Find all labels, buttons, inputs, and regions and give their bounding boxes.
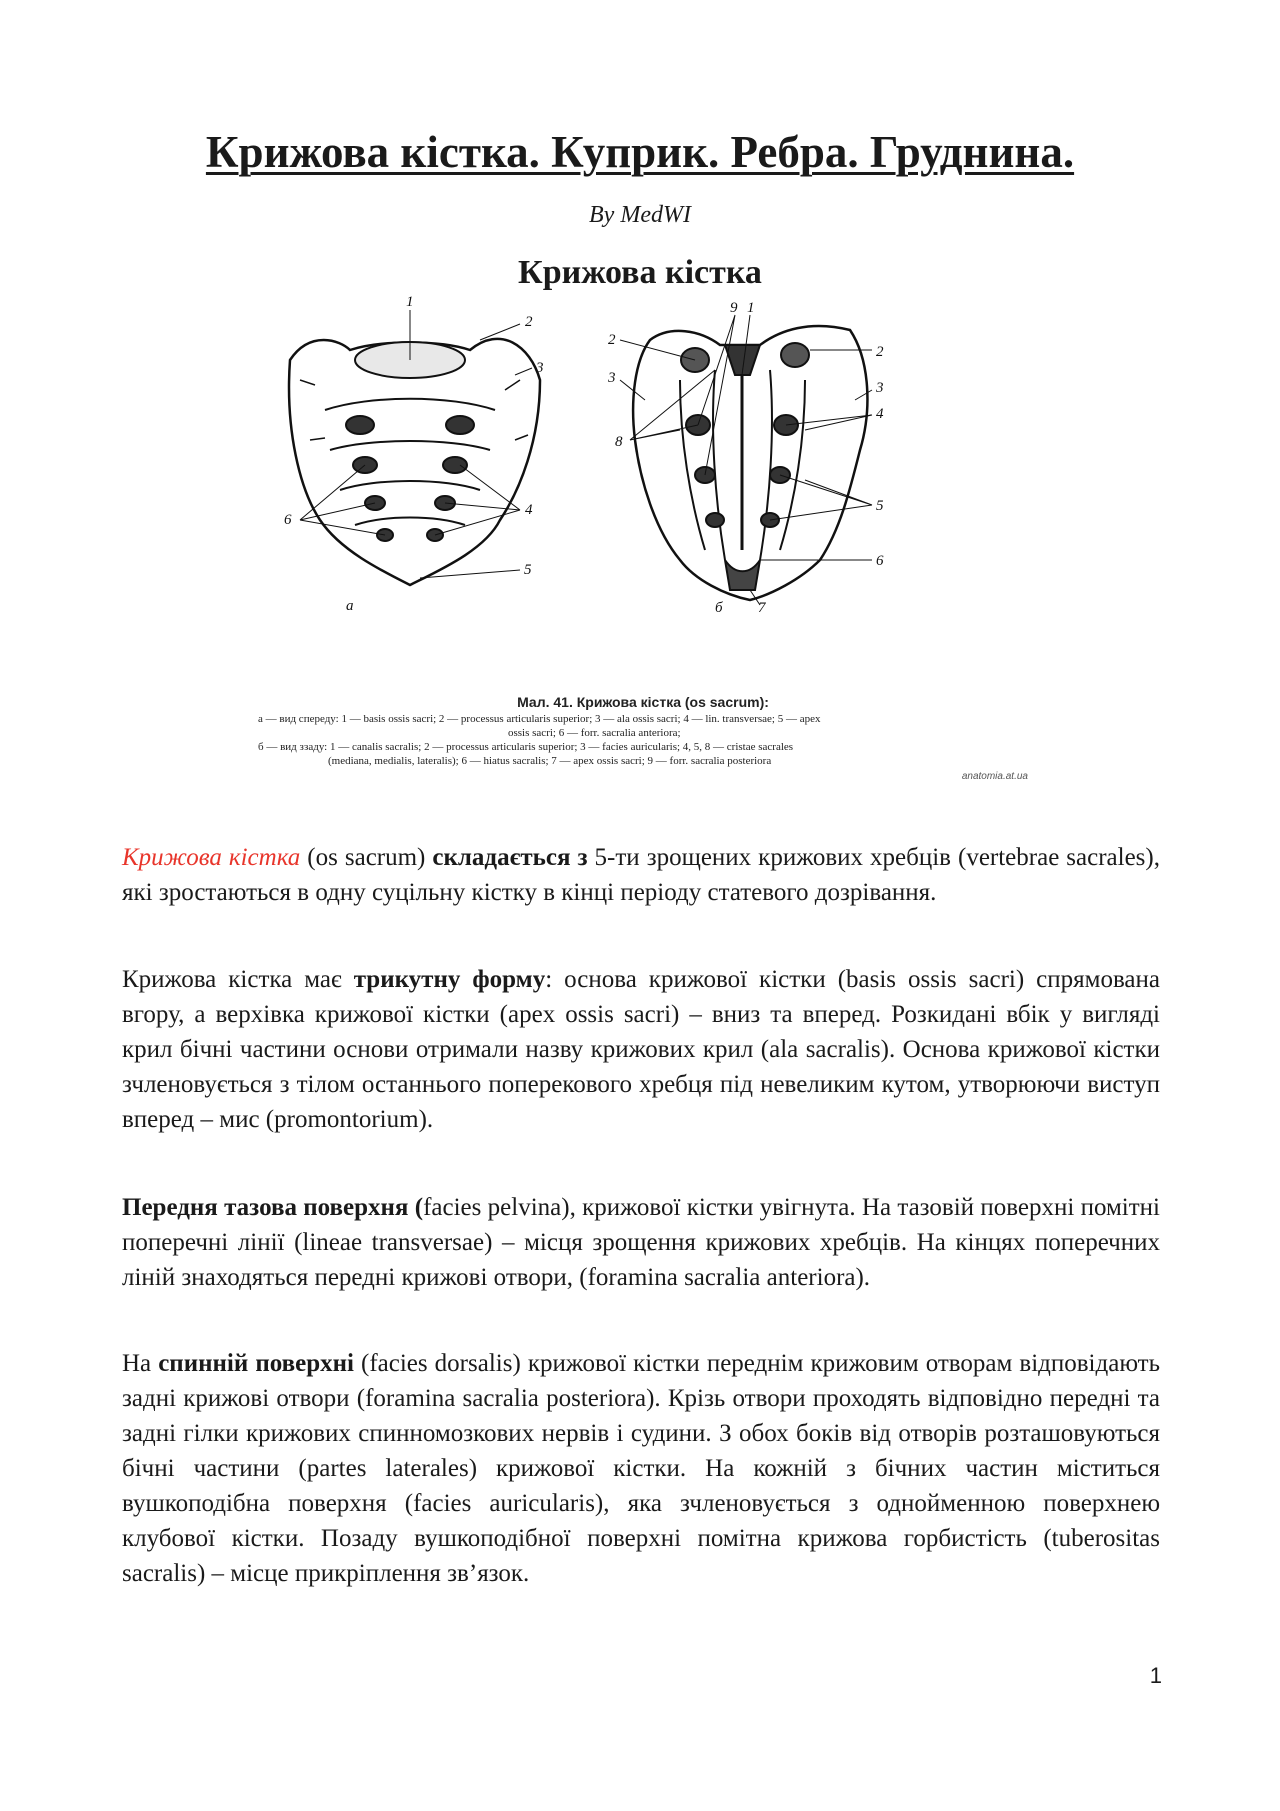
label-a-view: а bbox=[346, 598, 354, 614]
caption-a-line2: ossis sacri; 6 — forr. sacralia anteriora; bbox=[508, 727, 681, 739]
paragraph-2: Крижова кістка має трикутну форму: основа крижової кістки (basis ossis sacri) спрямована вгору, а верхівка крижової кістки (apex ossis sacri) – вниз та вперед. Розкидані вбік у вигляді крил бічні частини основи отримали назву крижових крил (ala sacralis). Основа крижової кістки зчленовується з тілом останнього поперекового хребця під невеликим кутом, утворюючи виступ вперед – мис (promontorium). bbox=[122, 966, 1160, 1133]
byline: By MedWI bbox=[589, 202, 691, 228]
label-b-2-left: 2 bbox=[608, 332, 616, 348]
label-b-4: 4 bbox=[876, 406, 884, 422]
figure-caption bbox=[258, 694, 1028, 782]
watermark: anatomia.at.ua bbox=[961, 771, 1028, 782]
label-a-4: 4 bbox=[525, 502, 533, 518]
page-number: 1 bbox=[1149, 1663, 1162, 1688]
label-b-2-right: 2 bbox=[876, 344, 884, 360]
label-b-view: б bbox=[715, 600, 723, 616]
caption-a-line1: а — вид спереду: 1 — basis ossis sacri; 2 — processus articularis superior; 3 — ala ossis sacri; 4 — lin. transversae; 5 — apex bbox=[258, 713, 821, 725]
bold-phrase: складається з bbox=[432, 844, 588, 871]
section-heading: Крижова кістка bbox=[518, 254, 762, 291]
label-a-3: 3 bbox=[536, 360, 544, 376]
label-b-3-left: 3 bbox=[608, 370, 616, 386]
sacrum-illustration bbox=[258, 294, 1030, 800]
label-b-8: 8 bbox=[615, 434, 623, 450]
bold-phrase: спинній поверхні bbox=[158, 1350, 354, 1377]
anterior-view bbox=[289, 310, 540, 585]
paragraph-1: Крижова кістка (os sacrum) складається з 5-ти зрощених крижових хребців (vertebrae sacrales), які зростаються в одну суцільну кістку в кінці періоду статевого дозрівання. bbox=[122, 844, 1160, 906]
term-os-sacrum: Крижова кістка bbox=[122, 844, 301, 871]
label-a-2: 2 bbox=[525, 314, 533, 330]
caption-b-line1: б — вид ззаду: 1 — canalis sacralis; 2 — processus articularis superior; 3 — facies auricularis; 4, 5, 8 — cristae sacrales bbox=[258, 741, 794, 753]
caption-head: Мал. 41. Крижова кістка (os sacrum): bbox=[517, 694, 769, 710]
paragraph-4: На спинній поверхні (facies dorsalis) крижової кістки переднім крижовим отворам відповідають задні крижові отвори (foramina sacralia posteriora). Крізь отвори проходять відповідно передні та задні гілки крижових спинномозкових нервів і судини. З обох боків від отворів розташовуються бічні частини (partes laterales) крижової кістки. На кожній з бічних частин міститься вушкоподібна поверхня (facies auricularis), яка зчленовується з однойменною поверхнею клубової кістки. Позаду вушкоподібної поверхні помітна крижова горбистість (tuberositas sacralis) – місце прикріплення зв’язок. bbox=[122, 1350, 1160, 1587]
bold-phrase: Передня тазова поверхня ( bbox=[122, 1194, 424, 1221]
label-a-6: 6 bbox=[284, 512, 292, 528]
paragraph-3: Передня тазова поверхня (facies pelvina), крижової кістки увігнута. На тазовій поверхні помітні поперечні лінії (lineae transversae) – місця зрощення крижових хребців. На кінцях поперечних ліній знаходяться передні крижові отвори, (foramina sacralia anteriora). bbox=[122, 1194, 1160, 1291]
label-b-5: 5 bbox=[876, 498, 884, 514]
label-b-7: 7 bbox=[758, 600, 766, 616]
posterior-view bbox=[620, 315, 872, 605]
bold-phrase: трикутну форму bbox=[353, 966, 546, 993]
label-a-1: 1 bbox=[406, 294, 414, 310]
sacrum-drawing bbox=[270, 294, 1030, 690]
label-b-9: 9 bbox=[730, 300, 738, 316]
caption-b-line2: (mediana, medialis, lateralis); 6 — hiatus sacralis; 7 — apex ossis sacri; 9 — forr. sacralia posteriora bbox=[328, 755, 772, 767]
label-b-6: 6 bbox=[876, 553, 884, 569]
document-title: Крижова кістка. Куприк. Ребра. Груднина. bbox=[205, 127, 1075, 177]
label-b-1: 1 bbox=[747, 300, 755, 316]
label-a-5: 5 bbox=[524, 562, 532, 578]
label-b-3-right: 3 bbox=[876, 380, 884, 396]
